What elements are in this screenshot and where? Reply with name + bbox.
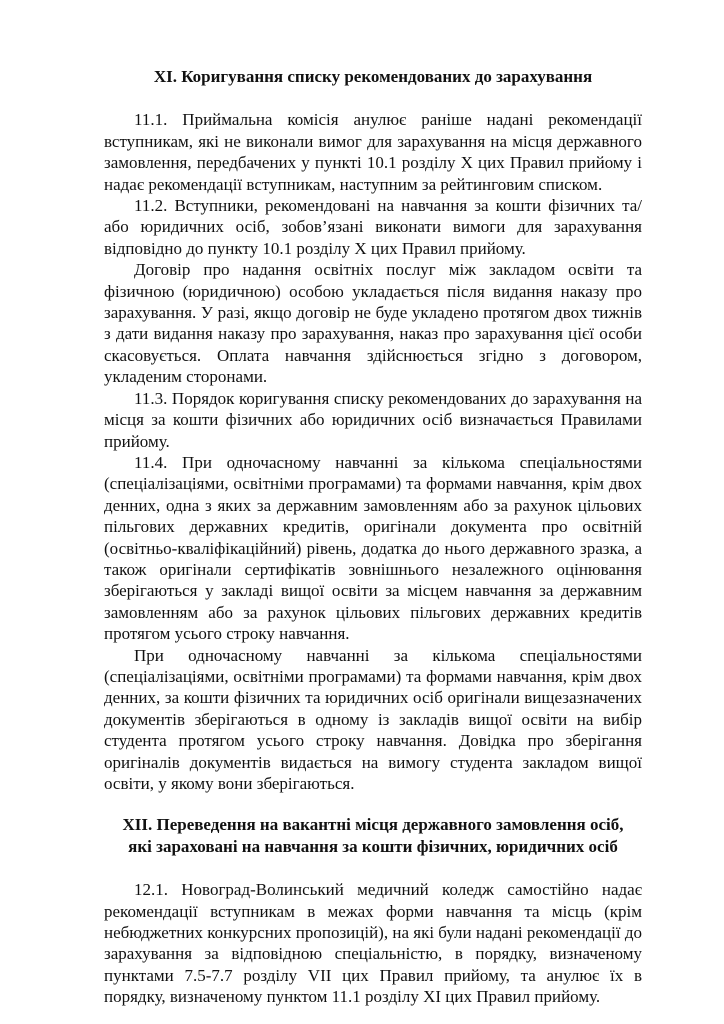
paragraph-11-1: 11.1. Приймальна комісія анулює раніше надані рекомендації вступникам, які не виконали вимог для зарахування на місця державного замовлення, передбачених у пункті 10.1 розділу Х цих Правил прийому і надає рекомендації вступникам, наступним за рейтинговим списком. bbox=[104, 110, 642, 194]
spacer bbox=[104, 87, 642, 109]
paragraph-11-3: 11.3. Порядок коригування списку рекомендованих до зарахування на місця за кошти фізичних або юридичних осіб визначається Правилами прийому. bbox=[104, 388, 642, 451]
paragraph-simultaneous-study: При одночасному навчанні за кількома спеціальностями (спеціалізаціями, освітніми програмами) та формами навчання, крім двох денних, за кошти фізичних та юридичних осіб оригінали вищезазначених документів зберігаються в одному із закладів вищої освіти на вибір студента протягом усього строку навчання. Довідка про зберігання оригіналів документів видається на вимогу студента закладом вищої освіти, у якому вони зберігаються. bbox=[104, 645, 642, 793]
paragraph-contract: Договір про надання освітніх послуг між закладом освіти та фізичною (юридичною) особою укладається після видання наказу про зарахування. У разі, якщо договір не буде укладено протягом двох тижнів з дати видання наказу про зарахування, наказ про зарахування цієї особи скасовується. Оплата навчання здійснюється згідно з договором, укладеним сторонами. bbox=[104, 260, 642, 387]
spacer bbox=[104, 857, 642, 879]
section-xii-title bbox=[104, 814, 642, 857]
paragraph-11-2: 11.2. Вступники, рекомендовані на навчання за кошти фізичних та/або юридичних осіб, зобов’язані виконати вимоги для зарахування відповідно до пункту 10.1 розділу Х цих Правил прийому. bbox=[104, 196, 642, 258]
spacer bbox=[104, 794, 642, 814]
paragraph-11-4: 11.4. При одночасному навчанні за кількома спеціальностями (спеціалізаціями, освітніми програмами) та формами навчання, крім двох денних, одна з яких за державним замовленням або за рахунок цільових пільгових державних кредитів, оригінали документа про освітній (освітньо-кваліфікаційний) рівень, додатка до нього державного зразка, а також оригінали сертифікатів зовнішнього незалежного оцінювання зберігаються у закладі вищої освіти за місцем навчання за державним замовленням або за рахунок цільових пільгових державних кредитів протягом усього строку навчання. bbox=[104, 452, 642, 644]
section-xi-title: XI. Коригування списку рекомендованих до зарахування bbox=[153, 67, 593, 86]
section-xii-title-line-1: XII. Переведення на вакантні місця державного замовлення осіб, bbox=[122, 815, 624, 835]
paragraph-12-1: 12.1. Новоград-Волинський медичний коледж самостійно надає рекомендації вступникам в межах форми навчання та місць (крім небюджетних конкурсних пропозицій), на які були надані рекомендації до зарахування за відповідною спеціальністю, в порядку, визначеному пунктами 7.5-7.7 розділу VII цих Правил прийому, та анулює їх в порядку, визначеному пунктом 11.1 розділу XI цих Правил прийому. bbox=[104, 880, 642, 1007]
section-xii-title-line-2: які зараховані на навчання за кошти фізичних, юридичних осіб bbox=[128, 836, 618, 856]
